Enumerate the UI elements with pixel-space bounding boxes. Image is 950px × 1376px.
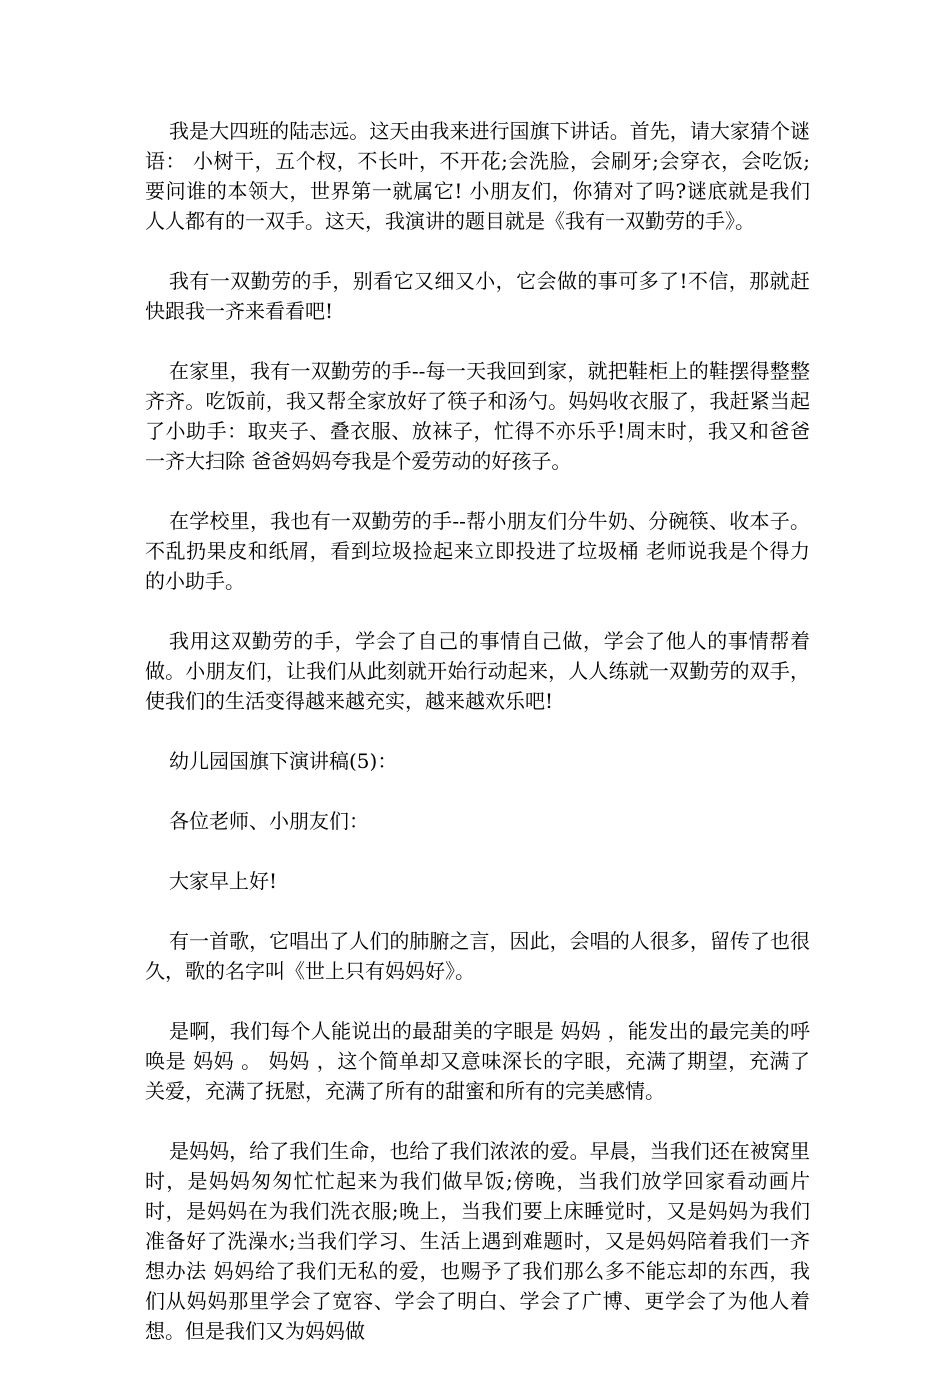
- greeting: 大家早上好!: [169, 869, 278, 893]
- paragraph: 我是大四班的陆志远。这天由我来进行国旗下讲话。首先，请大家猜个谜语： 小树干，五个杈，不长叶，不开花;会洗脸，会刷牙;会穿衣，会吃饭;要问谁的本领大，世界第一就属它! 小朋友们，你猜对了吗?谜底就是我们人人都有的一双手。这天，我演讲的题目就是《我有一双勤劳的手》。: [145, 119, 810, 233]
- salutation: 各位老师、小朋友们：: [169, 809, 369, 833]
- paragraph: 在学校里，我也有一双勤劳的手--帮小朋友们分牛奶、分碗筷、收本子。不乱扔果皮和纸屑，看到垃圾捡起来立即投进了垃圾桶 老师说我是个得力的小助手。: [145, 509, 810, 593]
- paragraph: 是妈妈，给了我们生命，也给了我们浓浓的爱。早晨，当我们还在被窝里时，是妈妈匆匆忙忙起来为我们做早饭;傍晚，当我们放学回家看动画片时，是妈妈在为我们洗衣服;晚上，当我们要上床睡觉时，又是妈妈为我们准备好了洗澡水;当我们学习、生活上遇到难题时，又是妈妈陪着我们一齐想办法 妈妈给了我们无私的爱，也赐予了我们那么多不能忘却的东西，我们从妈妈那里学会了宽容、学会了明白、学会了广博、更学会了为他人着想。但是我们又为妈妈做: [145, 1139, 810, 1343]
- document-body: [145, 116, 810, 1376]
- paragraph: 是啊，我们每个人能说出的最甜美的字眼是 妈妈 ，能发出的最完美的呼唤是 妈妈 。 妈妈 ，这个简单却又意味深长的字眼，充满了期望，充满了关爱，充满了抚慰，充满了所有的甜蜜和所有的完美感情。: [145, 1019, 810, 1103]
- section-heading: 幼儿园国旗下演讲稿(5)：: [169, 749, 398, 773]
- paragraph: 我有一双勤劳的手，别看它又细又小，它会做的事可多了!不信，那就赶快跟我一齐来看看吧!: [145, 269, 810, 323]
- paragraph: 有一首歌，它唱出了人们的肺腑之言，因此，会唱的人很多，留传了也很久，歌的名字叫《世上只有妈妈好》。: [145, 929, 810, 983]
- paragraph: 在家里，我有一双勤劳的手--每一天我回到家，就把鞋柜上的鞋摆得整整齐齐。吃饭前，我又帮全家放好了筷子和汤勺。妈妈收衣服了，我赶紧当起了小助手：取夹子、叠衣服、放袜子，忙得不亦乐乎!周末时，我又和爸爸一齐大扫除 爸爸妈妈夸我是个爱劳动的好孩子。: [145, 359, 810, 473]
- paragraph: 我用这双勤劳的手，学会了自己的事情自己做，学会了他人的事情帮着做。小朋友们，让我们从此刻就开始行动起来，人人练就一双勤劳的双手，使我们的生活变得越来越充实，越来越欢乐吧!: [145, 629, 810, 713]
